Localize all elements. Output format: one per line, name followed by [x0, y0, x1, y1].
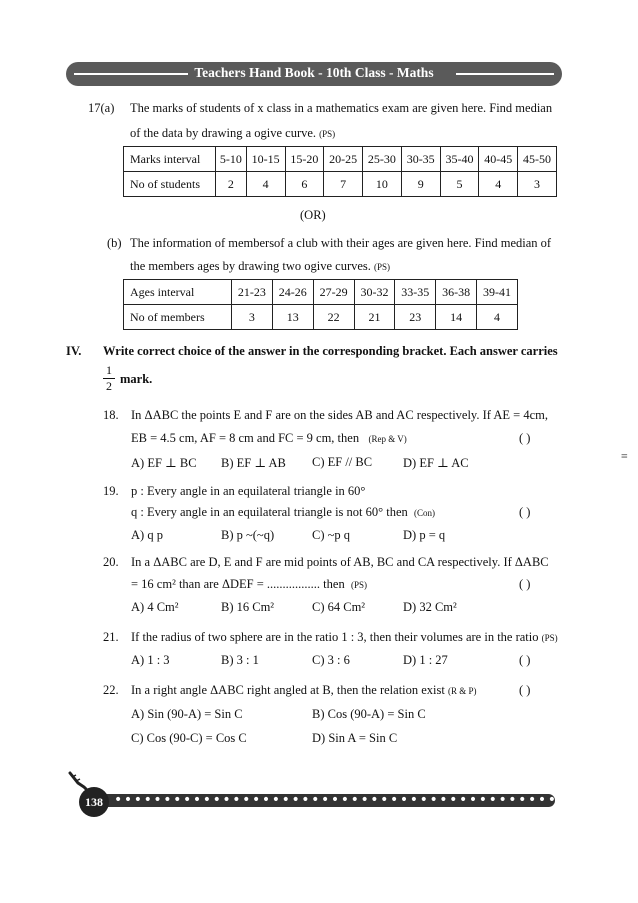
marks-table [123, 146, 557, 197]
table-cell: 3 [232, 305, 273, 330]
table-header-cell: Marks interval [124, 147, 216, 172]
q18-option-a[interactable]: A) EF ⊥ BC [131, 456, 197, 470]
q22-option-a[interactable]: A) Sin (90-A) = Sin C [131, 707, 243, 721]
q18-option-b[interactable]: B) EF ⊥ AB [221, 456, 286, 470]
table-cell: 5-10 [216, 147, 247, 172]
q17a-tag: (PS) [319, 129, 336, 139]
q19-tag: (Con) [414, 508, 436, 518]
q18-option-c[interactable]: C) EF // BC [312, 455, 373, 469]
table-cell: 21-23 [232, 280, 273, 305]
table-header-cell: Ages interval [124, 280, 232, 305]
q17b-number: (b) [107, 236, 122, 250]
table-header-cell: No of students [124, 172, 216, 197]
q19-number: 19. [103, 484, 119, 498]
q21-option-b[interactable]: B) 3 : 1 [221, 653, 259, 667]
ages-table [123, 279, 518, 330]
table-cell: 39-41 [477, 280, 518, 305]
table-cell: 10 [363, 172, 402, 197]
table-cell: 7 [324, 172, 363, 197]
table-row [124, 172, 557, 197]
table-cell: 2 [216, 172, 247, 197]
q21-option-a[interactable]: A) 1 : 3 [131, 653, 170, 667]
q18-line2: EB = 4.5 cm, AF = 8 cm and FC = 9 cm, then (Rep & V) [131, 431, 407, 445]
table-cell: 24-26 [272, 280, 313, 305]
table-row [124, 147, 557, 172]
table-cell: 10-15 [246, 147, 285, 172]
table-cell: 30-32 [354, 280, 395, 305]
q20-number: 20. [103, 555, 119, 569]
answer-bracket[interactable]: ( ) [519, 683, 531, 697]
q18-line1: In ΔABC the points E and F are on the sides AB and AC respectively. If AE = 4cm, [131, 408, 548, 422]
answer-bracket[interactable]: ( ) [519, 505, 531, 519]
answer-bracket[interactable]: ( ) [519, 577, 531, 591]
q22-option-c[interactable]: C) Cos (90-C) = Cos C [131, 731, 247, 745]
q19-line1: p : Every angle in an equilateral triangle in 60° [131, 484, 366, 498]
table-cell: 4 [477, 305, 518, 330]
or-text: (OR) [300, 208, 326, 222]
q22-number: 22. [103, 683, 119, 697]
q22-tag: (R & P) [448, 686, 477, 696]
page-header [66, 62, 562, 86]
footer-dots: •••••••••••••••••••••••••••••••••••••••••••••••••• [114, 792, 607, 808]
q20-tag: (PS) [350, 580, 367, 590]
q17a-number: 17(a) [88, 101, 115, 115]
section-instruction: Write correct choice of the answer in the corresponding bracket. Each answer carries [103, 344, 558, 358]
q21-option-d[interactable]: D) 1 : 27 [403, 653, 448, 667]
answer-bracket[interactable]: ( ) [519, 431, 531, 445]
table-header-cell: No of members [124, 305, 232, 330]
q17b-tag: (PS) [374, 262, 391, 272]
footer-bar [92, 792, 607, 808]
q22-line1: In a right angle ΔABC right angled at B, then the relation exist (R & P) [131, 683, 477, 697]
table-cell: 4 [246, 172, 285, 197]
q20-line2: = 16 cm² than are ΔDEF = ................. then (PS) [131, 577, 367, 591]
q19-option-b[interactable]: B) p ~(~q) [221, 528, 275, 542]
q17b-line2: the members ages by drawing two ogive curves. (PS) [130, 259, 391, 273]
table-cell: 22 [313, 305, 354, 330]
q20-option-d[interactable]: D) 32 Cm² [403, 600, 457, 614]
fraction-one-half: $\frac{1}{2}$ [103, 363, 115, 394]
table-cell: 3 [518, 172, 557, 197]
table-cell: 15-20 [285, 147, 324, 172]
q19-option-c[interactable]: C) ~p q [312, 528, 351, 542]
table-cell: 35-40 [440, 147, 479, 172]
table-cell: 4 [479, 172, 518, 197]
table-cell: 20-25 [324, 147, 363, 172]
q21-number: 21. [103, 630, 119, 644]
table-cell: 14 [436, 305, 477, 330]
q20-line1: In a ΔABC are D, E and F are mid points of AB, BC and CA respectively. If ΔABC [131, 555, 549, 569]
table-cell: 13 [272, 305, 313, 330]
q18-tag: (Rep & V) [368, 434, 407, 444]
table-cell: 9 [401, 172, 440, 197]
q21-line1: If the radius of two sphere are in the ratio 1 : 3, then their volumes are in the ratio (PS) [131, 630, 558, 644]
q17b-line1: The information of membersof a club with their ages are given here. Find median of [130, 236, 552, 250]
table-cell: 40-45 [479, 147, 518, 172]
q17a-line2: of the data by drawing a ogive curve. (PS) [130, 126, 336, 140]
table-cell: 27-29 [313, 280, 354, 305]
table-cell: 36-38 [436, 280, 477, 305]
table-cell: 33-35 [395, 280, 436, 305]
q20-option-c[interactable]: C) 64 Cm² [312, 600, 366, 614]
table-cell: 30-35 [401, 147, 440, 172]
section-instruction-end: mark. [120, 372, 153, 386]
table-cell: 45-50 [518, 147, 557, 172]
q19-option-a[interactable]: A) q p [131, 528, 163, 542]
q21-option-c[interactable]: C) 3 : 6 [312, 653, 350, 667]
side-menu-icon: ≡ [621, 449, 628, 463]
q21-tag: (PS) [541, 633, 558, 643]
q20-option-a[interactable]: A) 4 Cm² [131, 600, 179, 614]
page-number: 138 [79, 787, 109, 817]
table-row [124, 280, 518, 305]
table-cell: 25-30 [363, 147, 402, 172]
answer-bracket[interactable]: ( ) [519, 653, 531, 667]
table-cell: 6 [285, 172, 324, 197]
section-number: IV. [66, 344, 82, 358]
header-title: Teachers Hand Book - 10th Class - Maths [188, 65, 439, 80]
q20-option-b[interactable]: B) 16 Cm² [221, 600, 275, 614]
q17a-line1: The marks of students of x class in a mathematics exam are given here. Find median [130, 101, 553, 115]
q19-line2: q : Every angle in an equilateral triangle is not 60° then (Con) [131, 505, 436, 519]
table-cell: 5 [440, 172, 479, 197]
q18-option-d[interactable]: D) EF ⊥ AC [403, 456, 469, 470]
q22-option-d[interactable]: D) Sin A = Sin C [312, 731, 398, 745]
q19-option-d[interactable]: D) p = q [403, 528, 446, 542]
table-row [124, 305, 518, 330]
q22-option-b[interactable]: B) Cos (90-A) = Sin C [312, 707, 426, 721]
table-cell: 21 [354, 305, 395, 330]
table-cell: 23 [395, 305, 436, 330]
q18-number: 18. [103, 408, 119, 422]
